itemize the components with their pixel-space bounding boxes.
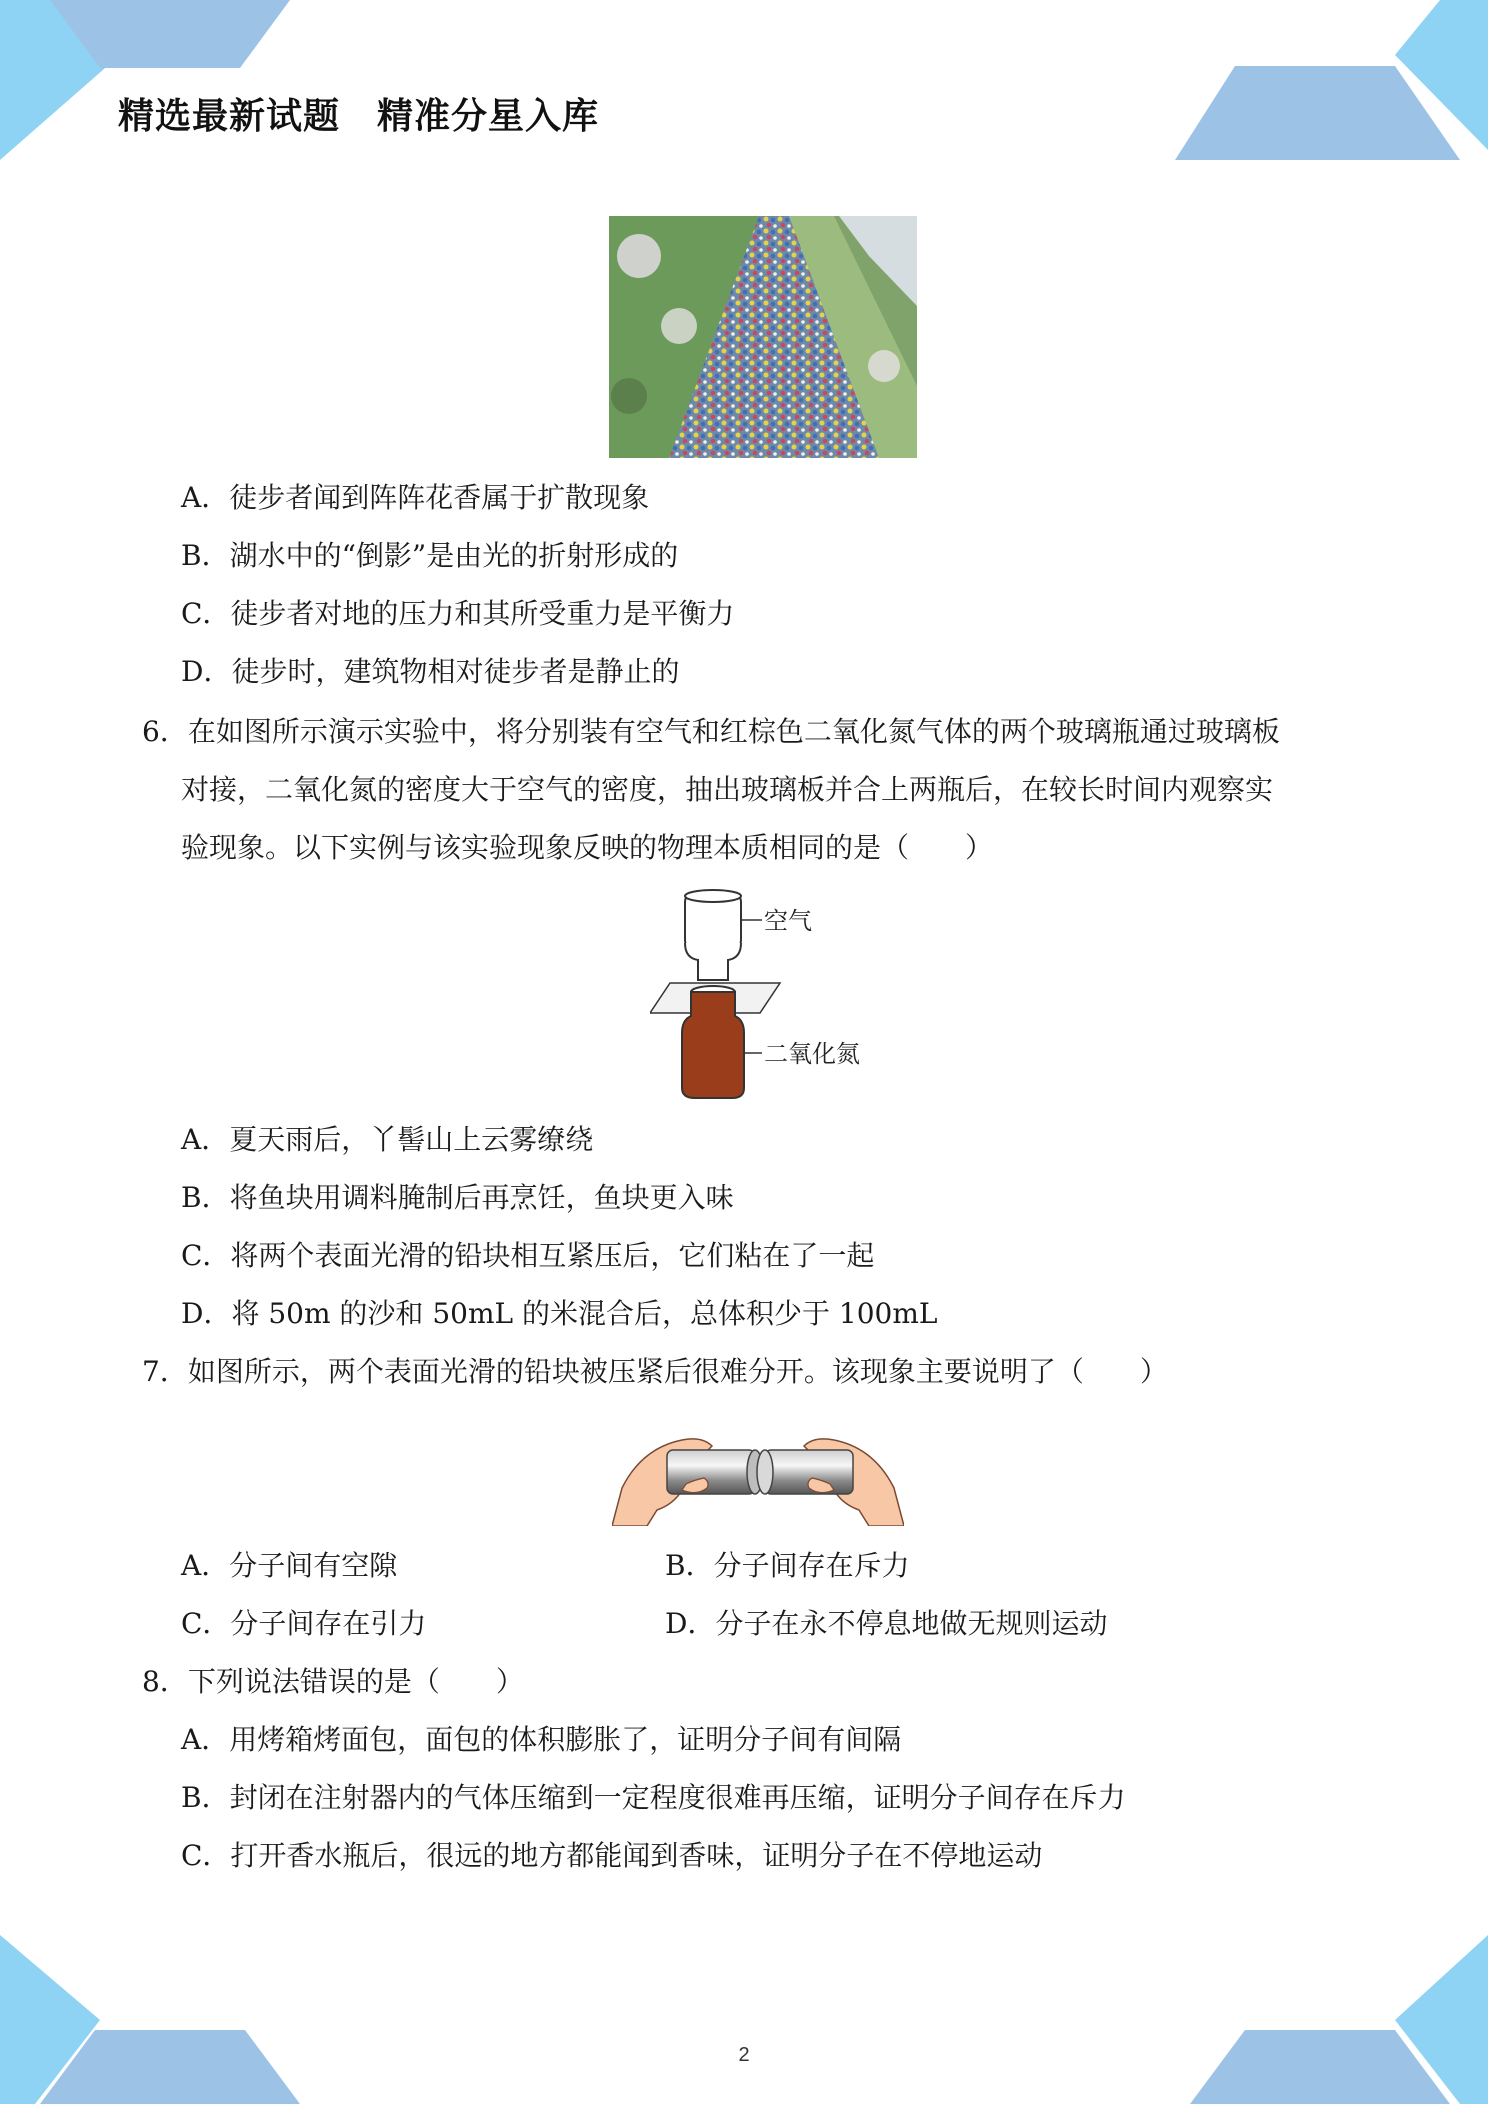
option-text: A．分子间有空隙 bbox=[181, 1549, 398, 1582]
question-stem: 7．如图所示，两个表面光滑的铅块被压紧后很难分开。该现象主要说明了（ ） bbox=[142, 1355, 1168, 1388]
label-no2: 二氧化氮 bbox=[764, 1040, 860, 1068]
option-text: B．湖水中的“倒影”是由光的折射形成的 bbox=[181, 539, 679, 572]
option-text: D．分子在永不停息地做无规则运动 bbox=[665, 1607, 1108, 1640]
question-stem: 对接，二氧化氮的密度大于空气的密度，抽出玻璃板并合上两瓶后，在较长时间内观察实 bbox=[181, 773, 1274, 806]
option-text: B．将鱼块用调料腌制后再烹饪，鱼块更入味 bbox=[181, 1181, 734, 1214]
option-text: C．打开香水瓶后，很远的地方都能闻到香味，证明分子在不停地运动 bbox=[181, 1839, 1043, 1872]
option-text: D．徒步时，建筑物相对徒步者是静止的 bbox=[181, 655, 680, 688]
page-number: 2 bbox=[738, 2044, 750, 2066]
option-text: A．用烤箱烤面包，面包的体积膨胀了，证明分子间有间隔 bbox=[181, 1723, 902, 1756]
option-text: A．徒步者闻到阵阵花香属于扩散现象 bbox=[181, 481, 650, 514]
option-text: A．夏天雨后，丫髻山上云雾缭绕 bbox=[181, 1123, 594, 1156]
option-text: C．分子间存在引力 bbox=[181, 1607, 427, 1640]
option-text: C．将两个表面光滑的铅块相互紧压后，它们粘在了一起 bbox=[181, 1239, 875, 1272]
left-lead-block bbox=[667, 1450, 755, 1494]
deco-shape bbox=[1190, 2030, 1450, 2104]
gas-bottles-diagram bbox=[650, 888, 880, 1103]
header-title: 精选最新试题 精准分星入库 bbox=[118, 96, 600, 137]
question-stem: 验现象。以下实例与该实验现象反映的物理本质相同的是（ ） bbox=[181, 831, 994, 864]
hikers-photo bbox=[609, 216, 917, 458]
option-text: C．徒步者对地的压力和其所受重力是平衡力 bbox=[181, 597, 735, 630]
question-stem: 8．下列说法错误的是（ ） bbox=[142, 1665, 524, 1698]
deco-shape bbox=[1175, 66, 1460, 160]
no2-bottle bbox=[682, 992, 744, 1098]
label-air: 空气 bbox=[764, 907, 812, 935]
option-text: B．封闭在注射器内的气体压缩到一定程度很难再压缩，证明分子间存在斥力 bbox=[181, 1781, 1126, 1814]
lead-blocks-diagram bbox=[612, 1418, 904, 1526]
option-text: D．将 50m 的沙和 50mL 的米混合后，总体积少于 100mL bbox=[181, 1297, 938, 1330]
option-text: B．分子间存在斥力 bbox=[665, 1549, 910, 1582]
question-stem: 6．在如图所示演示实验中，将分别装有空气和红棕色二氧化氮气体的两个玻璃瓶通过玻璃板 bbox=[142, 715, 1280, 748]
